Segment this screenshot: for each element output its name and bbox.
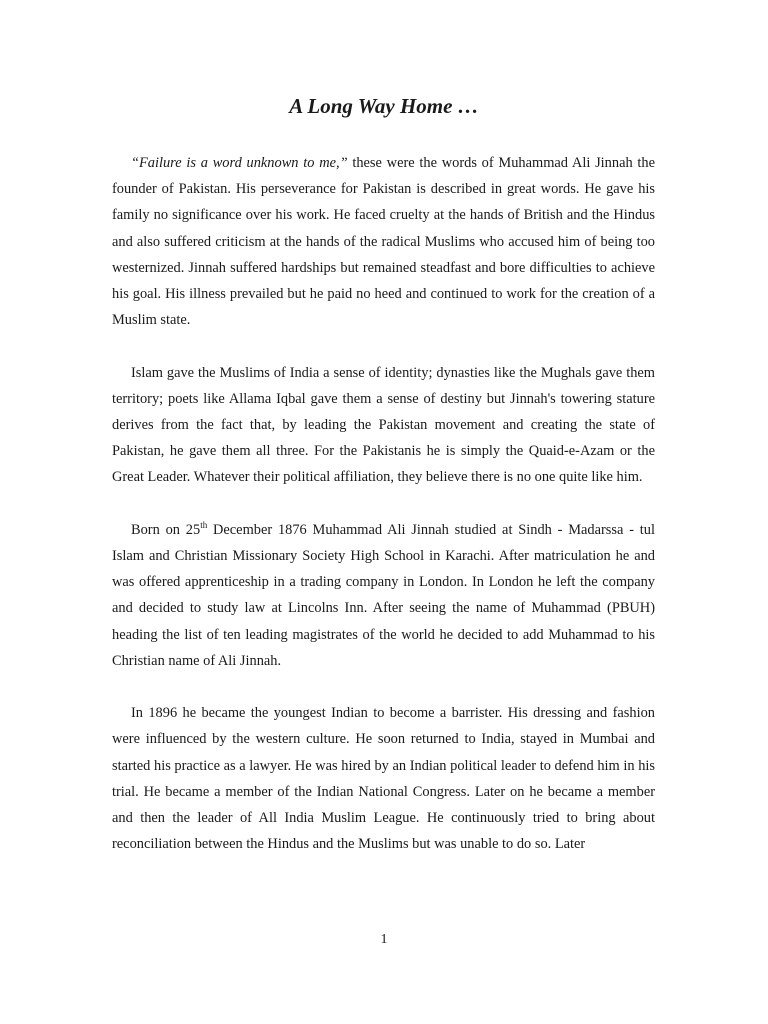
paragraph-3-lead: Born on 25 [131,521,201,538]
document-title: A Long Way Home … [289,94,479,118]
paragraph-3-text: December 1876 Muhammad Ali Jinnah studied at Sindh - Madarssa - tul Islam and Christian Missionary Society High School in Karachi. After matriculation he and was offered apprenticeship in a trading company in London. In London he left the company and decided to study law at Lincolns Inn. After seeing the name of Muhammad (PBUH) heading the list of ten leading magistrates of the world he decided to add Muhammad to his Christian name of Ali Jinnah. [112,521,655,669]
paragraph-4: In 1896 he became the youngest Indian to become a barrister. His dressing and fashion were influenced by the western culture. He soon returned to India, stayed in Mumbai and started his practice as a lawyer. He was hired by an Indian political leader to defend him in his trial. He became a member of the Indian National Congress. Later on he became a member and then the leader of All India Muslim League. He continuously tried to bring about reconciliation between the Hindus and the Muslims but was unable to do so. Later [112,705,655,853]
paragraph-1-text: these were the words of Muhammad Ali Jinnah the founder of Pakistan. His perseverance for Pakistan is described in great words. He gave his family no significance over his work. He faced cruelty at the hands of British and the Hindus and also suffered criticism at the hands of the radical Muslims who accused him of being too westernized. Jinnah suffered hardships but remained steadfast and bore difficulties to achieve his goal. His illness prevailed but he paid no heed and continued to work for the creation of a Muslim state. [112,155,655,329]
page-number: 1 [380,932,388,947]
paragraph-2: Islam gave the Muslims of India a sense of identity; dynasties like the Mughals gave them territory; poets like Allama Iqbal gave them a sense of destiny but Jinnah's towering stature derives from the fact that, by leading the Pakistan movement and creating the state of Pakistan, he gave them all three. For the Pakistanis he is simply the Quaid-e-Azam or the Great Leader. Whatever their political affiliation, they believe there is no one quite like him. [112,364,655,486]
ordinal-superscript: th [200,519,208,530]
document-body [112,150,655,884]
opening-quote: “Failure is a word unknown to me,” [131,155,348,171]
paragraph-1 [112,150,655,333]
paragraph-3 [112,517,655,674]
